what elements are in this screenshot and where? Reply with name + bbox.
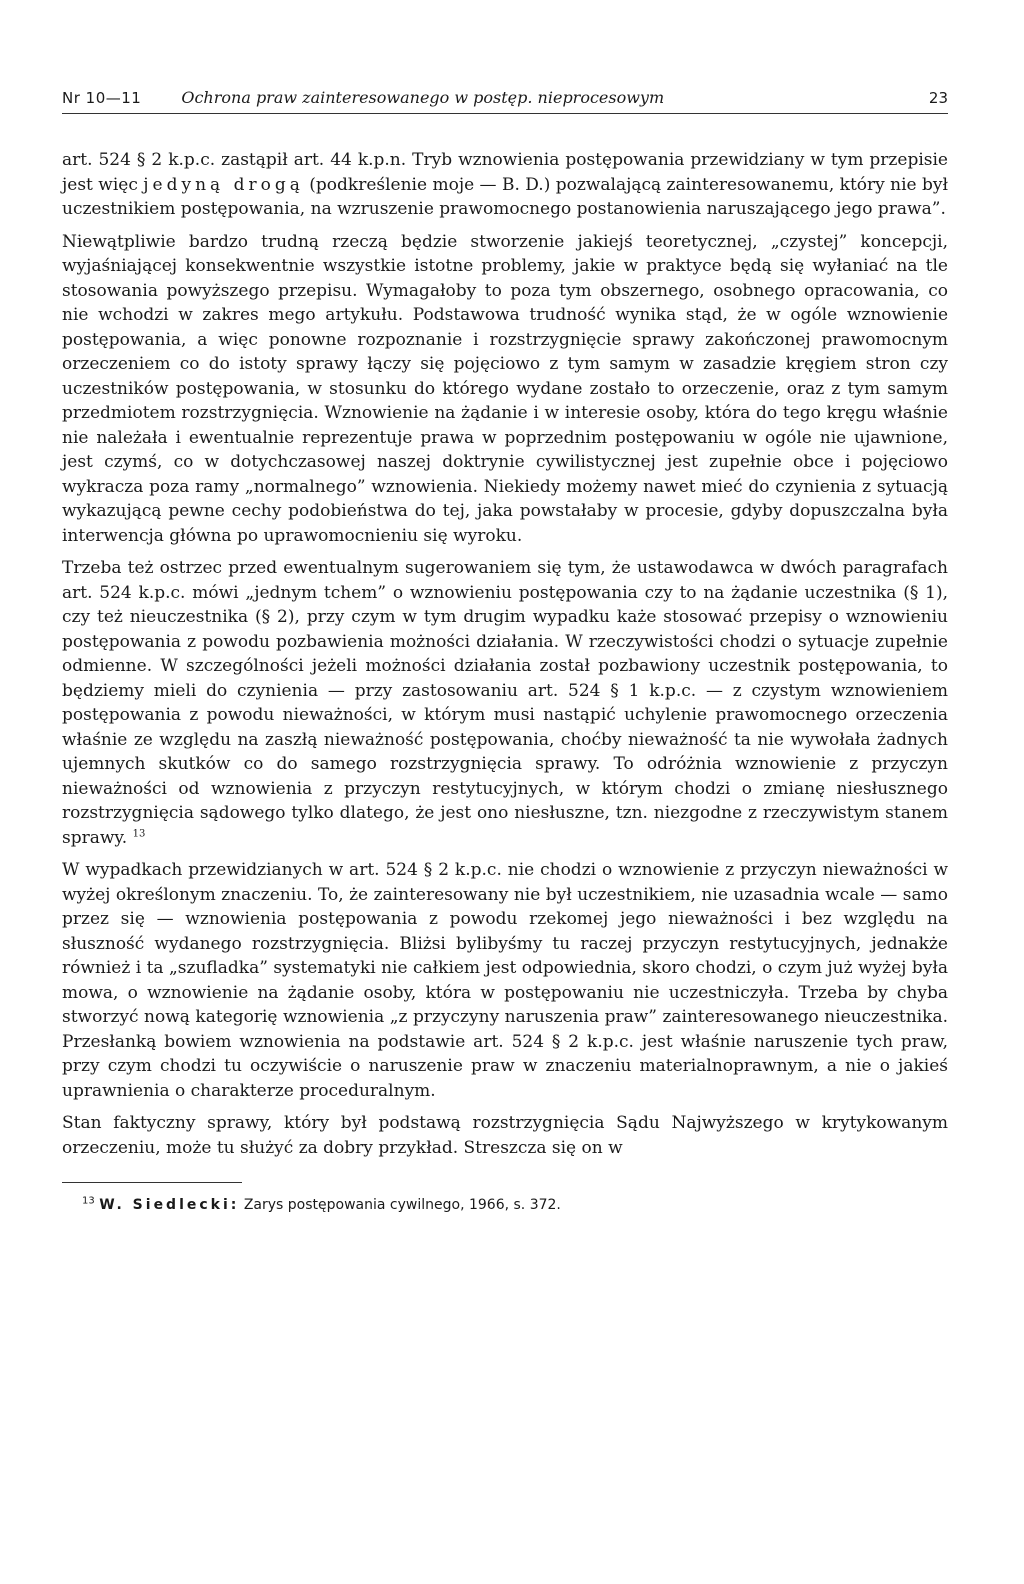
journal-issue-number: Nr 10—11 xyxy=(62,89,142,107)
spaced-emphasis: jedyną drogą xyxy=(143,174,304,195)
article-body xyxy=(62,148,948,1160)
footnote xyxy=(62,1197,948,1213)
paragraph: Stan faktyczny sprawy, który był podstawą rozstrzygnięcia Sądu Najwyższego w krytykowanym orzeczeniu, może tu służyć za dobry przykład. Streszcza się on w xyxy=(62,1113,948,1158)
paragraph-text: Trzeba też ostrzec przed ewentualnym sugerowaniem się tym, że ustawodawca w dwóch paragrafach art. 524 k.p.c. mówi „jednym tchem” o wznowieniu postępowania czy to na żądanie uczestnika (§ 1), czy też nieuczestnika (§ 2), przy czym w tym drugim wypadku każe stosować przepisy o wznowieniu postępowania z powodu pozbawienia możności działania. W rzeczywistości chodzi o sytuacje zupełnie odmienne. W szczególności jeżeli możności działania został pozbawiony uczestnik postępowania, to będziemy mieli do czynienia — przy zastosowaniu art. 524 § 1 k.p.c. — z czystym wznowieniem postępowania z powodu nieważności, w którym musi nastąpić uchylenie prawomocnego orzeczenia właśnie ze względu na zaszłą nieważność postępowania, choćby nieważność ta nie wywołała żadnych ujemnych skutków co do samego rozstrzygnięcia sprawy. To odróżnia wznowienie z przyczyn nieważności od wznowienia z przyczyn restytucyjnych, w którym chodzi o zmianę niesłusznego rozstrzygnięcia sądowego tylko dlatego, że jest ono niesłuszne, tzn. niezgodne z rzeczywistym stanem sprawy. xyxy=(62,558,948,848)
paragraph xyxy=(62,556,948,850)
footnote-reference: 13 xyxy=(132,827,146,839)
page xyxy=(62,88,948,1213)
paragraph: W wypadkach przewidzianych w art. 524 § 2 k.p.c. nie chodzi o wznowienie z przyczyn nieważności w wyżej określonym znaczeniu. To, że zainteresowany nie był uczestnikiem, nie uzasadnia wcale — samo przez się — wznowienia postępowania z powodu rzekomej jego nieważności i bez względu na słuszność wydanego rozstrzygnięcia. Bliżsi bylibyśmy tu raczej przyczyn restytucyjnych, jednakże również i ta „szufladka” systematyki nie całkiem jest odpowiednia, skoro chodzi, o czym już wyżej była mowa, o wznowienie na żądanie osoby, która w postępowaniu nie uczestniczyła. Trzeba by chyba stworzyć nową kategorię wznowienia „z przyczyny naruszenia praw” zainteresowanego nieuczestnika. Przesłanką bowiem wznowienia na podstawie art. 524 § 2 k.p.c. jest właśnie naruszenie tych praw, przy czym chodzi tu oczywiście o naruszenie praw w znaczeniu materialnoprawnym, a nie o jakieś uprawnienia o charakterze proceduralnym. xyxy=(62,860,948,1101)
running-title: Ochrona praw zainteresowanego w postęp. nieprocesowym xyxy=(181,88,665,107)
paragraph-text: art. 524 § 2 k.p.c. zastąpił art. 44 k.p.n. Tryb wznowienia postępowania przewidziany w tym przepisie jest więc xyxy=(62,150,948,195)
footnote-marker: 13 xyxy=(82,1195,95,1207)
paragraph-text: (podkreślenie moje — B. D.) pozwalającą zainteresowanemu, który nie był uczestnikiem postępowania, na wzruszenie prawomocnego postanowienia naruszającego jego prawa”. xyxy=(62,174,948,219)
footnote-author: W. Siedlecki: xyxy=(99,1197,240,1213)
running-header xyxy=(62,88,948,114)
page-number: 23 xyxy=(928,89,948,107)
footnote-divider xyxy=(62,1182,242,1183)
paragraph-continuation xyxy=(62,148,948,222)
paragraph: Niewątpliwie bardzo trudną rzeczą będzie stworzenie jakiejś teoretycznej, „czystej” koncepcji, wyjaśniającej konsekwentnie wszystkie istotne problemy, jakie w praktyce będą się wyłaniać na tle stosowania powyższego przepisu. Wymagałoby to poza tym obszernego, osobnego opracowania, co nie wchodzi w zakres mego artykułu. Podstawowa trudność wynika stąd, że w ogóle wznowienie postępowania, a więc ponowne rozpoznanie i rozstrzygnięcie sprawy zakończonej prawomocnym orzeczeniem co do istoty sprawy łączy się pojęciowo z tym samym w zasadzie kręgiem stron czy uczestników postępowania, w stosunku do którego wydane zostało to orzeczenie, oraz z tym samym przedmiotem rozstrzygnięcia. Wznowienie na żądanie i w interesie osoby, która do tego kręgu właśnie nie należała i ewentualnie reprezentuje prawa w poprzednim postępowaniu w ogóle nie ujawnione, jest czymś, co w dotychczasowej naszej doktrynie cywilistycznej jest zupełnie obce i pojęciowo wykracza poza ramy „normalnego” wznowienia. Niekiedy możemy nawet mieć do czynienia z sytuacją wykazującą pewne cechy podobieństwa do tej, jaka powstałaby w procesie, gdyby dopuszczalna była interwencja główna po uprawomocnieniu się wyroku. xyxy=(62,231,948,546)
footnote-text: Zarys postępowania cywilnego, 1966, s. 372. xyxy=(243,1197,561,1213)
